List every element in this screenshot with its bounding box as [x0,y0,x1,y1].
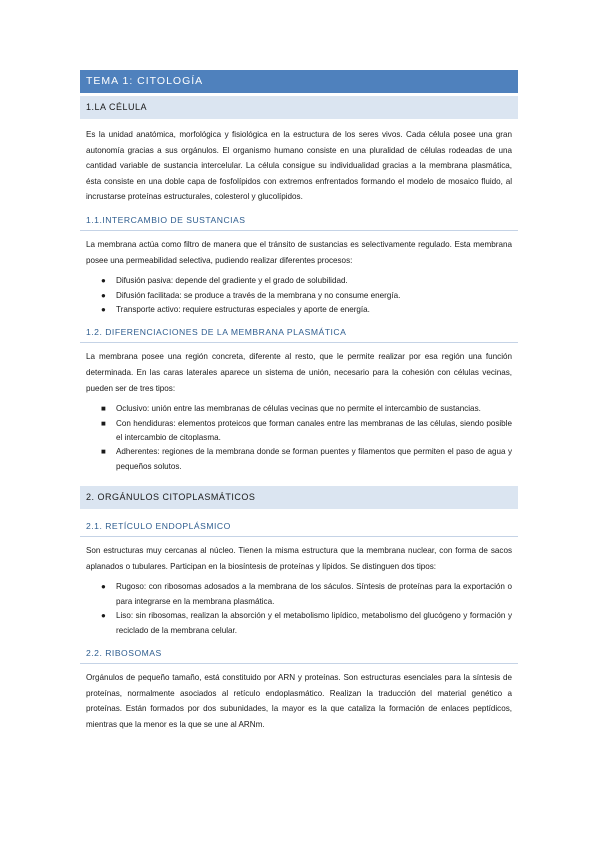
subsection-1-1-paragraph: La membrana actúa como filtro de manera que el tránsito de sustancias es selectivamente regulado. Esta membrana posee una permeabilidad selectiva, pudiendo realizar diferentes procesos: [86,239,512,265]
document-content [80,70,518,732]
bullet-icon: ■ [101,418,106,428]
list-item: ● Rugoso: con ribosomas adosados a la membrana de los sáculos. Síntesis de proteínas para la exportación o para integrarse en la membrana plasmática. [101,582,512,606]
subsection-heading-1-2: 1.2. DIFERENCIACIONES DE LA MEMBRANA PLASMÁTICA [80,327,518,343]
subsection-heading-2-1: 2.1. RETÍCULO ENDOPLÁSMICO [80,521,518,537]
bullet-icon: ■ [101,404,106,414]
subsection-2-1-paragraph: Son estructuras muy cercanas al núcleo. Tienen la misma estructura que la membrana nuclear, con forma de sacos aplanados o tubulares. Participan en la biosíntesis de proteínas y lípidos. Se distinguen dos tipos: [86,546,512,571]
section-heading-1: 1.LA CÉLULA [80,96,518,119]
subsection-1-1-list [80,274,518,317]
bullet-icon: ● [101,304,106,314]
subsection-1-2-list [80,402,518,474]
subsection-1-2-paragraph: La membrana posee una región concreta, diferente al resto, que le permite realizar por esa región una función determinada. En las caras laterales aparece un sistema de unión, necesario para la cohesión con células vecinas, pueden ser de tres tipos: [86,352,512,393]
section-1-paragraph: Es la unidad anatómica, morfológica y fisiológica en la estructura de los seres vivos. Cada célula posee una gran autonomía gracias a sus orgánulos. El organismo humano consiste en una pluralidad de células rodeadas de una cantidad variable de sustancia intercelular. La célula consigue su individualidad gracias a la membrana plasmática, ésta consiste en una doble capa de fosfolípidos con extremos enfrentados formando el modelo de mosaico fluido, al incrustarse proteínas estructurales, colesterol y glucolípidos. [86,130,512,202]
list-item: ● Difusión pasiva: depende del gradiente y el grado de solubilidad. [80,274,518,288]
list-item: ■ Con hendiduras: elementos proteicos que forman canales entre las membranas de las células, siendo posible el intercambio de citoplasma. [101,418,512,442]
bullet-icon: ● [101,582,106,592]
list-item: ■ Adherentes: regiones de la membrana donde se forman puentes y filamentos que permiten el paso de agua y pequeños solutos. [101,447,512,471]
subsection-2-2-paragraph: Orgánulos de pequeño tamaño, está constituido por ARN y proteínas. Son estructuras esenciales para la síntesis de proteínas, normalmente asociados al retículo endoplasmático. Realizan la traducción del material genético a proteínas. Están formados por dos subunidades, la mayor es la que cataliza la formación de enlaces peptídicos, mientras que la menor es la que se une al ARNm. [86,673,512,729]
bullet-icon: ● [101,276,106,286]
subsection-heading-1-1: 1.1.INTERCAMBIO DE SUSTANCIAS [80,215,518,231]
bullet-icon: ● [101,290,106,300]
list-item: ● Liso: sin ribosomas, realizan la absorción y el metabolismo lipídico, metabolismo del glucógeno y formación y reciclado de la membrana celular. [101,611,512,635]
subsection-2-1-list [80,580,518,638]
bullet-icon: ● [101,611,106,621]
section-heading-2: 2. ORGÁNULOS CITOPLASMÁTICOS [80,486,518,509]
document-title: TEMA 1: CITOLOGÍA [80,70,518,93]
subsection-heading-2-2: 2.2. RIBOSOMAS [80,648,518,664]
list-item: ● Transporte activo: requiere estructuras especiales y aporte de energía. [80,303,518,317]
list-item: ■ Oclusivo: unión entre las membranas de células vecinas que no permite el intercambio de sustancias. [80,402,518,416]
bullet-icon: ■ [101,447,106,457]
list-item: ● Difusión facilitada: se produce a través de la membrana y no consume energía. [80,289,518,303]
